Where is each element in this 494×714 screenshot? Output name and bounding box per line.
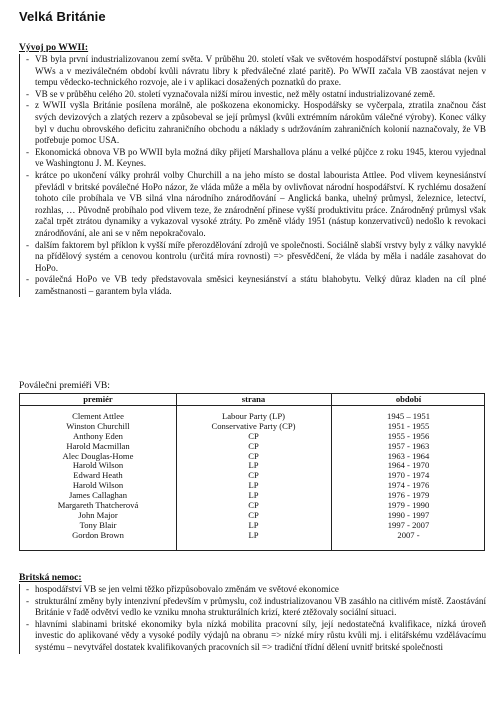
cell-strana: CP	[248, 440, 259, 451]
list-item: - krátce po ukončení války prohrál volby Churchill a na jeho místo se dostal labourista Attlee. Pod vlivem keynesiánství převládl v britské poválečné HoPo názor, že vláda může a měla by ovlivňovat národní hospodářství. K rychlému dosažení tohoto cíle probíhala ve VB silná vlna národního znárodňování – Anglická banka, uhelný průmysl, železnice, letectví, rozhlas, … Původně probíhalo pod vlivem teze, že znárodnění přinese vyšší produktivitu práce. Znárodněný průmysl však začal trpět ztrátou dynamiky a vykazoval vysoké ztráty. Po změně vlády 1951 (nástup konzervativců) nedošlo k revokaci znárodňování, ale ani se v něm nepokračovalo.	[20, 170, 486, 240]
column-header-obdobi: období	[395, 394, 422, 404]
cell-obdobi: 1955 - 1956	[387, 430, 430, 441]
cell-strana: CP	[248, 500, 259, 511]
cell-premier: Harold Wilson	[72, 480, 124, 491]
cell-obdobi: 1964 - 1970	[387, 460, 430, 471]
cell-obdobi: 1957 - 1963	[387, 440, 430, 451]
cell-strana: LP	[248, 460, 259, 471]
cell-obdobi: 2007 -	[397, 529, 420, 540]
cell-obdobi: 1945 – 1951	[387, 411, 430, 421]
section-heading-britska-nemoc: Britská nemoc:	[19, 572, 82, 583]
cell-strana: CP	[248, 430, 259, 441]
cell-obdobi: 1974 - 1976	[387, 480, 430, 491]
document-title: Velká Británie	[19, 9, 106, 24]
cell-premier: Tony Blair	[79, 519, 117, 530]
list-item: - Ekonomická obnova VB po WWII byla možná díky přijetí Marshallova plánu a velké půjčce z roku 1945, kterou vyjednal ve Washingtonu J. M. Keynes.	[20, 147, 486, 170]
section-heading-vyvoj: Vývoj po WWII:	[19, 42, 89, 53]
cell-strana: CP	[248, 509, 259, 520]
list-item: - VB byla první industrializovanou zemí světa. V průběhu 20. století však ve světovém hospodářství postupně slábla (kvůli WWs a v meziválečném období kvůli návratu libry k předválečné zlaté paritě). Po WWII začala VB zaostávat nejen v tempu vědecko-technického rozvoje, ale i v aplikaci dosažených poznatků do praxe.	[20, 54, 486, 89]
cell-premier: Harold Macmillan	[66, 440, 130, 451]
cell-strana: Conservative Party (CP)	[211, 420, 296, 431]
cell-premier: Winston Churchill	[66, 420, 130, 431]
cell-strana: LP	[248, 519, 259, 530]
cell-strana: CP	[248, 470, 259, 481]
cell-premier: James Callaghan	[69, 490, 127, 501]
cell-premier: Alec Douglas-Home	[62, 450, 134, 461]
premiers-table	[19, 393, 485, 551]
cell-obdobi: 1976 - 1979	[387, 490, 430, 501]
list-item: - hospodářství VB se jen velmi těžko přizpůsobovalo změnám ve světové ekonomice	[20, 584, 486, 596]
table-body	[20, 412, 484, 541]
cell-premier: Edward Heath	[73, 470, 123, 481]
cell-obdobi: 1997 - 2007	[387, 519, 430, 530]
cell-strana: LP	[248, 480, 259, 491]
cell-premier: John Major	[78, 509, 118, 520]
cell-strana: CP	[248, 450, 259, 461]
list-item: - hlavními slabinami britské ekonomiky byla nízká mobilita pracovní síly, její nedostatečná kvalifikace, nízká úroveň investic do aplikované vědy a vysoké podíly výdajů na obranu => nízké míry růstu kvůli mj. i elitářskému vzdělávacímu systému – nevytvářel dostatek kvalifikovaných pracovních sil => tradiční třídní dělení uvnitř britské společnosti	[20, 619, 486, 654]
list-item: - strukturální změny byly intenzivní především v průmyslu, což industrializovanou VB zasáhlo na citlivém místě. Zaostávání Británie v řadě odvětví vedlo ke vzniku mnoha strukturálních krizí, které ztěžovaly sociální situaci.	[20, 596, 486, 619]
list-item: - VB se v průběhu celého 20. století vyznačovala nižší mírou investic, než měly ostatní industrializované země.	[20, 89, 486, 101]
cell-premier: Gordon Brown	[72, 529, 124, 540]
cell-strana: Labour Party (LP)	[221, 411, 285, 421]
cell-obdobi: 1979 - 1990	[387, 500, 430, 511]
cell-premier: Harold Wilson	[72, 460, 124, 471]
cell-strana: LP	[248, 490, 259, 501]
cell-strana: LP	[248, 529, 259, 540]
cell-premier: Margareth Thatcherová	[57, 500, 139, 511]
list-item: - z WWII vyšla Británie posílena morálně, ale poškozena ekonomicky. Hospodářsky se vyčerpala, ztratila značnou část svých devizových a zlatých rezerv a způsobeval se její průmysl (kvůli extrémním nárokům válečné výroby). Konec války byl v duchu obrovského deficitu zahraničního obchodu a náklady s udržováním zahraničních kolonií naznačovaly, že VB potřebuje pomoc USA.	[20, 100, 486, 146]
section-vyvoj-bullets	[19, 54, 486, 297]
table-row	[20, 531, 484, 541]
cell-obdobi: 1963 - 1964	[387, 450, 430, 461]
cell-premier: Clement Attlee	[72, 411, 124, 421]
list-item: - dalším faktorem byl příklon k vyšší míře přerozdělování zdrojů ve společnosti. Sociálně slabší vrstvy byly z války navyklé na přídělový systém a cenovou kontrolu (určitá míra rovnosti) => přesvědčení, že vláda by měla i nadále zasahovat do HoPo.	[20, 240, 486, 275]
column-header-strana: strana	[241, 394, 266, 404]
cell-obdobi: 1951 - 1955	[387, 420, 430, 431]
cell-obdobi: 1990 - 1997	[387, 509, 430, 520]
cell-premier: Anthony Eden	[73, 430, 123, 441]
list-item: - poválečná HoPo ve VB tedy představovala směsici keynesiánství a státu blahobytu. Velký důraz kladen na cíl plné zaměstnanosti – garantem byla vláda.	[20, 274, 486, 297]
table-caption: Poválečni premiéři VB:	[19, 380, 110, 391]
section-britska-nemoc-bullets	[19, 584, 486, 654]
column-header-premier: premiér	[83, 394, 113, 404]
cell-obdobi: 1970 - 1974	[387, 470, 430, 481]
